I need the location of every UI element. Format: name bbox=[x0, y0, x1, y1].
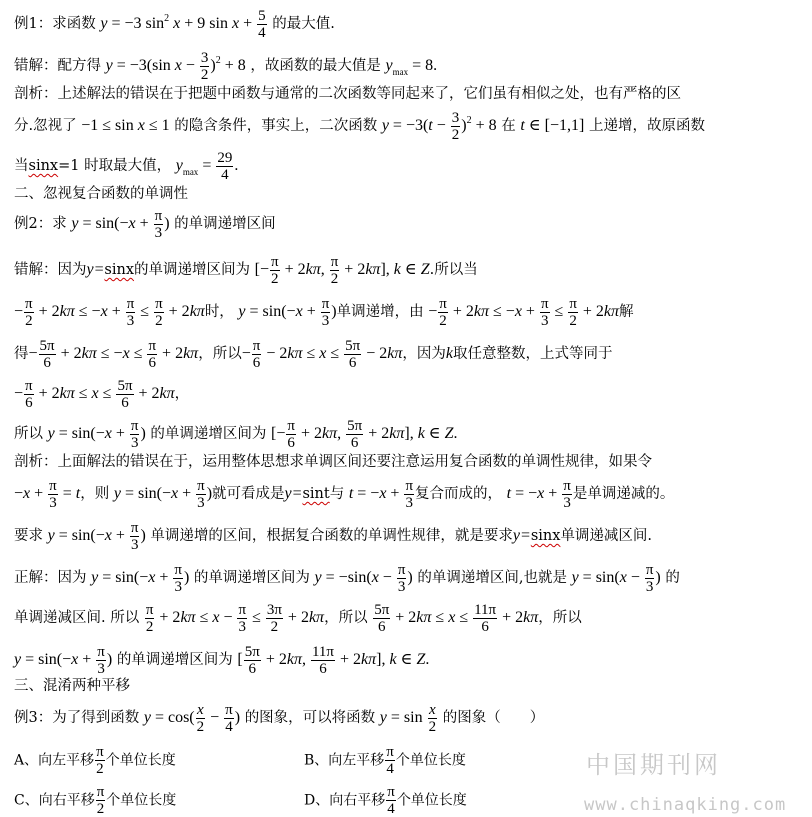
watermark-chinese: 中国期刊网 bbox=[586, 751, 721, 779]
ex2-wrong-3: 得− $\frac{5\pi}{6}$ + 2kπ ≤ −x ≤ $\frac{\pi}{6}$ + 2kπ，所以− $\frac{\pi}{6}$ − 2kπ ≤ x ≤ $\frac{5\pi}{6}$ − 2kπ，因为k取任意整数，上式等同于 bbox=[14, 338, 613, 371]
ex1-wrong-solution: 错解：配方得 y = −3(sin x − $\frac{3}{2}$ )$^2$ + 8 ，故函数的最大值是 $y_{max} = 8$. bbox=[14, 50, 438, 83]
ex3-question: 例3：为了得到函数 y = cos( $\frac{x}{2}$ − $\frac{\pi}{4}$ ) 的图象，可以将函数 y = sin $\frac{x}{2}$ 的图象（ ） bbox=[14, 702, 545, 735]
ex2-correct-2: 单调递减区间. 所以 $\frac{\pi}{2}$ + 2kπ ≤ x − $\frac{\pi}{3}$ ≤ $\frac{3\pi}{2}$ + 2kπ，所以 $\frac{5\pi}{6}$ + 2kπ ≤ x ≤ $\frac{11\pi}{6}$ + 2kπ，所以 bbox=[14, 602, 582, 635]
ex1-function: y = −3 $\sin^2 x + 9$ sin x + $\frac{5}{4}$ bbox=[100, 8, 266, 41]
ex2-analysis-3: 要求 y = sin(−x + $\frac{\pi}{3}$ ) 单调递增的区间，根据复合函数的单调性规律，就是要求y=sinx单调递减区间. bbox=[14, 520, 653, 553]
ex2-correct-3: y = sin(−x + $\frac{\pi}{3}$ ) 的单调递增区间为 [ $\frac{5\pi}{6}$ + 2kπ, $\frac{11\pi}{6}$ + 2kπ], k ∈ Z. bbox=[14, 644, 430, 677]
ex2-wrong-4: − $\frac{\pi}{6}$ + 2kπ ≤ x ≤ $\frac{5\pi}{6}$ + 2kπ， bbox=[14, 378, 190, 411]
ex2-analysis-1: 剖析：上面解法的错误在于，运用整体思想求单调区间还要注意运用复合函数的单调性规律，如果令 bbox=[14, 454, 652, 470]
ex2-wrong-1: 错解：因为y=sinx的单调递增区间为 [− $\frac{\pi}{2}$ + 2kπ, $\frac{\pi}{2}$ + 2kπ], k ∈ Z.所以当 bbox=[14, 254, 478, 287]
ex1-analysis-2: 分.忽视了 −1 ≤ sin x ≤ 1 的隐含条件，事实上，二次函数 y = −3(t − $\frac{3}{2}$ )$^2$ + 8 在 t ∈ [−1,1] 上递增，故原函数 bbox=[14, 110, 705, 143]
ex2-question: 例2：求 y = sin(−x + $\frac{\pi}{3}$ ) 的单调递增区间 bbox=[14, 208, 276, 241]
ex1-question: 例1：求函数 y = −3 $\sin^2 x + 9$ sin x + $\frac{5}{4}$ 的最大值. bbox=[14, 8, 335, 41]
option-c[interactable]: C、向右平移 $\frac{\pi}{2}$ 个单位长度 bbox=[14, 784, 177, 817]
option-a[interactable]: A、向左平移 $\frac{\pi}{2}$ 个单位长度 bbox=[14, 744, 176, 777]
option-b[interactable]: B、向左平移 $\frac{\pi}{4}$ 个单位长度 bbox=[304, 744, 466, 777]
option-d[interactable]: D、向右平移 $\frac{\pi}{4}$ 个单位长度 bbox=[304, 784, 467, 817]
ex2-wrong-2: − $\frac{\pi}{2}$ + 2kπ ≤ −x + $\frac{\pi}{3}$ ≤ $\frac{\pi}{2}$ + 2kπ时， y = sin(−x + $\frac{\pi}{3}$ )单调递增，由 − $\frac{\pi}{2}$ + 2kπ ≤ −x + $\frac{\pi}{3}$ ≤ $\frac{\pi}{2}$ + 2kπ解 bbox=[14, 296, 634, 329]
ex2-analysis-2: −x + $\frac{\pi}{3}$ = t，则 y = sin(−x + $\frac{\pi}{3}$ )就可看成是y=sint与 t = −x + $\frac{\pi}{3}$ 复合而成的， t = −x + $\frac{\pi}{3}$ 是单调递减的。 bbox=[14, 478, 675, 511]
section-3-heading: 三、混淆两种平移 bbox=[14, 678, 130, 694]
watermark-url: www.chinaqking.com bbox=[584, 795, 787, 815]
ex1-analysis-3: 当sinx=1 时取最大值， $y_{max}$ = $\frac{29}{4}$ . bbox=[14, 150, 239, 183]
ex2-wrong-5: 所以 y = sin(−x + $\frac{\pi}{3}$ ) 的单调递增区间为 [− $\frac{\pi}{6}$ + 2kπ, $\frac{5\pi}{6}$ + 2kπ], k ∈ Z. bbox=[14, 418, 458, 451]
ex1-analysis-1: 剖析：上述解法的错误在于把题中函数与通常的二次函数等同起来了，它们虽有相似之处，也有严格的区 bbox=[14, 86, 681, 102]
ex2-correct-1: 正解：因为 y = sin(−x + $\frac{\pi}{3}$ ) 的单调递增区间为 y = −sin(x − $\frac{\pi}{3}$ ) 的单调递增区间,也就是 y = sin(x − $\frac{\pi}{3}$ ) 的 bbox=[14, 562, 680, 595]
section-2-heading: 二、忽视复合函数的单调性 bbox=[14, 186, 188, 202]
